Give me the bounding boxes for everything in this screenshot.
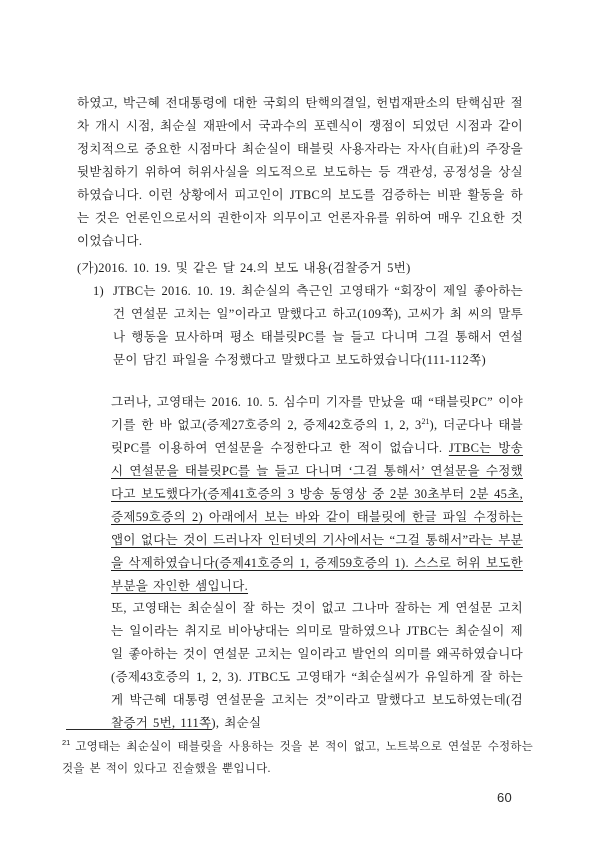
footnote-21-marker: 21 — [62, 738, 71, 748]
list-item-1-marker: 1) — [93, 284, 105, 298]
paragraph-continuation: 하였고, 박근혜 전대통령에 대한 국회의 탄핵의결일, 헌법재판소의 탄핵심판 절차 개시 시점, 최순실 재판에서 국과수의 포렌식이 쟁점이 되었던 시점과 같이 정치적으로 중요한 시점마다 최순실이 태블릿 사용자라는 자사(自社)의 주장을 뒷받침하기 위하여 허위사실을 의도적으로 보도하는 등 객관성, 공정성을 상실하였습니다. 이런 상황에서 피고인이 JTBC의 보도를 검증하는 비판 활동을 하는 것은 언론인으로서의 권한이자 의무이고 언론자유를 위하여 매우 긴요한 것이었습니다. — [77, 96, 523, 248]
footnote-divider — [66, 729, 212, 730]
list-item-1-text: JTBC는 2016. 10. 19. 최순실의 측근인 고영태가 “회장이 제일 좋아하는 건 연설문 고치는 일”이라고 말했다고 하고(109쪽), 고씨가 최 씨의 말투나 행동을 묘사하며 평소 태블릿PC를 늘 들고 다니며 그걸 통해서 연설문이 담긴 파일을 수정했다고 말했다고 보도하였습니다(111-112쪽) — [113, 284, 523, 367]
section-heading-ga: (가)2016. 10. 19. 및 같은 달 24.의 보도 내용(검찰증거 5번) — [77, 261, 411, 275]
list-item-1 — [93, 280, 523, 372]
page-number: 60 — [497, 790, 513, 805]
footnote-21 — [62, 736, 533, 780]
footnote-21-text: 고영태는 최순실이 태블릿을 사용하는 것을 본 적이 없고, 노트북으로 연설문 수정하는 것을 본 적이 있다고 진술했을 뿐입니다. — [62, 741, 533, 775]
paragraph-however: 그러나, 고영태는 2016. 10. 5. 심수미 기자를 만났을 때 “태블릿PC” 이야기를 한 바 없고(증제27호증의 2, 증제42호증의 1, 2, $3^{21}$), 더군다나 태블릿PC를 이용하여 연설문을 수정한다고 한 적이 없습니다. JTBC는 방송 시 연설문을 태블릿PC를 늘 들고 다니며 ‘그걸 통해서’ 연설문을 수정했다고 보도했다가(증제41호증의 3 방송 동영상 중 2분 30초부터 2분 45초, 증제59호증의 2) 아래에서 보는 바와 같이 태블릿에 한글 파일 수정하는 앱이 없다는 것이 드러나자 인터넷의 기사에서는 “그걸 통해서”라는 부분을 삭제하였습니다(증제41호증의 1, 증제59호증의 1). 스스로 허위 보도한 부분을 자인한 셈입니다. — [111, 395, 523, 593]
paragraph-also: 또, 고영태는 최순실이 잘 하는 것이 없고 그나마 잘하는 게 연설문 고치는 일이라는 취지로 비아냥대는 의미로 말하였으나 JTBC는 최순실이 제일 좋아하는 것이 연설문 고치는 일이라고 발언의 의미를 왜곡하였습니다(증제43호증의 1, 2, 3). JTBC도 고영태가 “최순실씨가 유일하게 잘 하는게 박근혜 대통령 연설문을 고치는 것”이라고 말했다고 보도하였는데(검찰증거 5번, 111쪽), 최순실 — [111, 601, 523, 730]
